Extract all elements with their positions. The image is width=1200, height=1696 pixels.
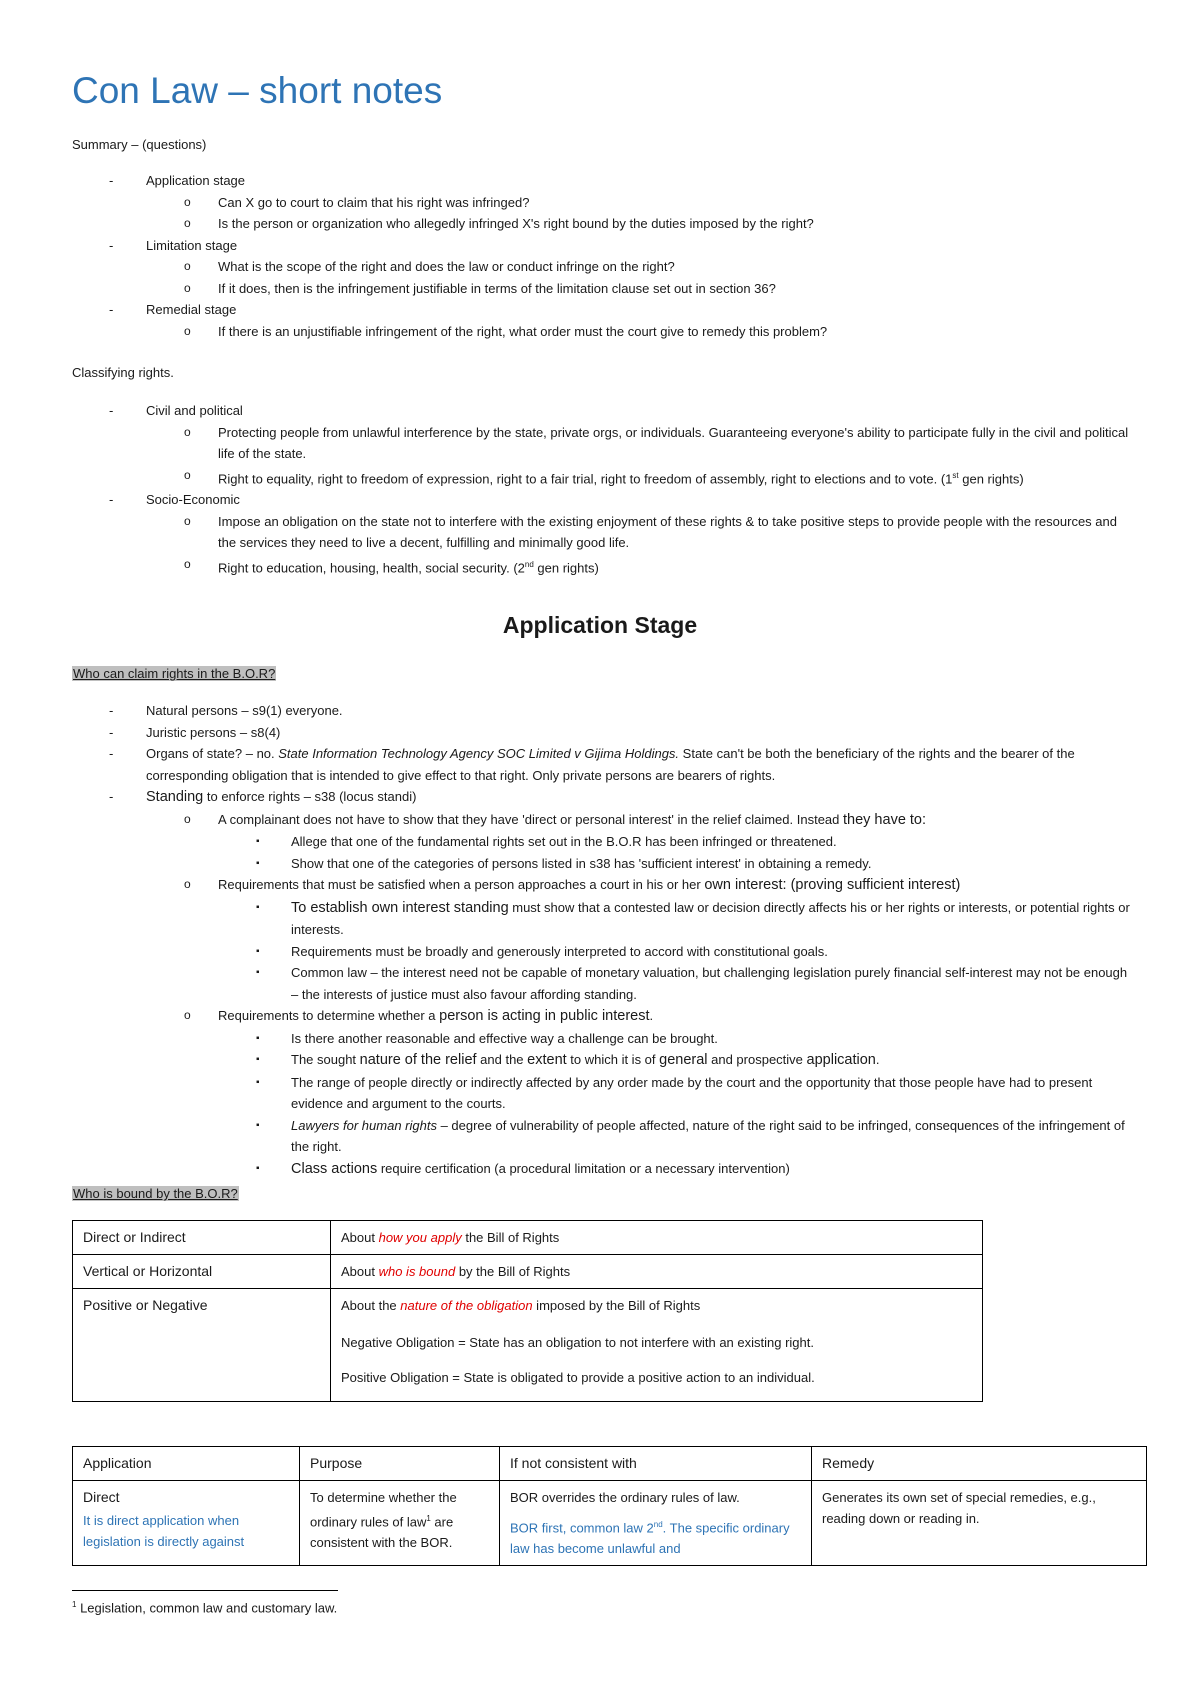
dash-bullet-icon: -	[109, 403, 114, 418]
table-cell: Generates its own set of special remedies, e.g., reading down or reading in.	[812, 1481, 1147, 1566]
square-bullet-icon: ▪	[256, 1076, 260, 1088]
list-item: ▪ To establish own interest standing must show that a contested law or decision directly affects his or her rights or interests, or potential rights or interests.	[72, 897, 1132, 941]
circle-bullet-icon: o	[184, 811, 191, 826]
table-row	[73, 1481, 1147, 1566]
dash-bullet-icon: -	[109, 724, 114, 740]
square-bullet-icon: ▪	[256, 1032, 260, 1044]
list-item: - Limitation stage	[72, 235, 1132, 257]
circle-bullet-icon: o	[184, 280, 191, 295]
table-row	[73, 1255, 983, 1289]
circle-bullet-icon: o	[184, 194, 191, 209]
list-item: o Right to education, housing, health, social security. (2nd gen rights)	[72, 554, 1132, 579]
square-bullet-icon: ▪	[256, 901, 260, 913]
circle-bullet-icon: o	[184, 323, 191, 338]
list-item: ▪ Lawyers for human rights – degree of vulnerability of people affected, nature of the right said to be infringed, consequences of the infringement of the right.	[72, 1115, 1132, 1158]
dash-bullet-icon: -	[109, 302, 114, 317]
circle-bullet-icon: o	[184, 877, 191, 891]
list-item: - Socio-Economic	[72, 489, 1132, 511]
classifying-heading: Classifying rights.	[72, 365, 174, 380]
square-bullet-icon: ▪	[256, 1119, 260, 1131]
square-bullet-icon: ▪	[256, 857, 260, 869]
page-title: Con Law – short notes	[72, 70, 443, 111]
list-item: o If there is an unjustifiable infringement of the right, what order must the court give to remedy this problem?	[72, 321, 1132, 343]
who-is-bound-heading: Who is bound by the B.O.R?	[73, 1186, 238, 1201]
application-table	[72, 1446, 1147, 1566]
list-item: ▪ The range of people directly or indirectly affected by any order made by the court and the opportunity that those people have had to present evidence and argument to the courts.	[72, 1072, 1132, 1115]
summary-heading: Summary – (questions)	[72, 137, 207, 152]
table-cell: About who is bound by the Bill of Rights	[331, 1255, 983, 1289]
dash-bullet-icon: -	[109, 237, 114, 253]
table-row	[73, 1221, 983, 1255]
table-header-cell: If not consistent with	[500, 1447, 812, 1481]
list-item: ▪ Common law – the interest need not be capable of monetary valuation, but challenging legislation purely financial self-interest may not be enough – the interests of justice must also favour affording standing.	[72, 962, 1132, 1005]
list-item: ▪ Show that one of the categories of persons listed in s38 has 'sufficient interest' in obtaining a remedy.	[72, 853, 1132, 875]
square-bullet-icon: ▪	[256, 1054, 260, 1065]
square-bullet-icon: ▪	[256, 967, 260, 978]
circle-bullet-icon: o	[184, 259, 191, 273]
summary-list	[72, 170, 1132, 342]
circle-bullet-icon: o	[184, 513, 191, 528]
dash-bullet-icon: -	[109, 789, 114, 804]
list-item: - Organs of state? – no. State Information Technology Agency SOC Limited v Gijima Holdings. State can't be both the beneficiary of the rights and the bearer of the corresponding obligation that is intended to give effect to that right. Only private persons are bearers of rights.	[72, 743, 1132, 786]
table-header-cell: Application	[73, 1447, 300, 1481]
list-item: o Requirements to determine whether a person is acting in public interest.	[72, 1005, 1132, 1028]
table-row	[73, 1289, 983, 1402]
list-item: o Can X go to court to claim that his right was infringed?	[72, 192, 1132, 214]
list-item: - Juristic persons – s8(4)	[72, 722, 1132, 744]
list-item: ▪ Allege that one of the fundamental rights set out in the B.O.R has been infringed or threatened.	[72, 831, 1132, 853]
table-header-cell: Purpose	[300, 1447, 500, 1481]
circle-bullet-icon: o	[184, 1008, 191, 1022]
table-cell: To determine whether the ordinary rules of law$^1$ are consistent with the BOR.	[300, 1481, 500, 1566]
application-stage-heading: Application Stage	[502, 612, 698, 638]
table-cell: BOR overrides the ordinary rules of law. BOR first, common law 2nd. The specific ordinary law has become unlawful and	[500, 1481, 812, 1566]
list-item: o Right to equality, right to freedom of expression, right to a fair trial, right to freedom of assembly, right to elections and to vote. (1st gen rights)	[72, 465, 1132, 490]
table-header-cell: Remedy	[812, 1447, 1147, 1481]
table-cell: Direct It is direct application when legislation is directly against	[73, 1481, 300, 1566]
list-item: o Requirements that must be satisfied when a person approaches a court in his or her own interest: (proving sufficient interest)	[72, 874, 1132, 897]
list-item: - Civil and political	[72, 400, 1132, 422]
list-item: o Impose an obligation on the state not to interfere with the existing enjoyment of these rights & to take positive steps to provide people with the resources and the services they need to live a decent, fulfilling and minimally good life.	[72, 511, 1132, 554]
who-can-claim-heading: Who can claim rights in the B.O.R?	[73, 666, 276, 681]
dash-bullet-icon: -	[109, 173, 114, 188]
square-bullet-icon: ▪	[256, 1162, 260, 1174]
list-item: ▪ Requirements must be broadly and generously interpreted to accord with constitutional goals.	[72, 941, 1132, 963]
circle-bullet-icon: o	[184, 216, 191, 230]
list-item: - Remedial stage	[72, 299, 1132, 321]
circle-bullet-icon: o	[184, 556, 191, 571]
list-item: o Protecting people from unlawful interference by the state, private orgs, or individuals. Guaranteeing everyone's ability to participate fully in the civil and political life of the state.	[72, 422, 1132, 465]
table-cell: About the nature of the obligation imposed by the Bill of Rights Negative Obligation = State has an obligation to not interfere with an existing right. Positive Obligation = State is obligated to provide a positive action to an individual.	[331, 1289, 983, 1402]
list-item: - Application stage	[72, 170, 1132, 192]
bound-table	[72, 1220, 983, 1402]
list-item: o A complainant does not have to show that they have 'direct or personal interest' in the relief claimed. Instead they have to:	[72, 809, 1132, 832]
dash-bullet-icon: -	[109, 746, 114, 761]
list-item: ▪ Is there another reasonable and effective way a challenge can be brought.	[72, 1028, 1132, 1050]
circle-bullet-icon: o	[184, 424, 191, 439]
list-item: ▪ Class actions require certification (a procedural limitation or a necessary intervention)	[72, 1158, 1132, 1181]
list-item: o Is the person or organization who allegedly infringed X's right bound by the duties imposed by the right?	[72, 213, 1132, 235]
dash-bullet-icon: -	[109, 492, 114, 508]
who-can-claim-list	[72, 700, 1132, 1180]
list-item: o What is the scope of the right and does the law or conduct infringe on the right?	[72, 256, 1132, 278]
table-cell: Positive or Negative	[73, 1289, 331, 1402]
footnote-divider	[72, 1590, 338, 1591]
table-cell: Direct or Indirect	[73, 1221, 331, 1255]
table-cell: Vertical or Horizontal	[73, 1255, 331, 1289]
square-bullet-icon: ▪	[256, 836, 260, 847]
circle-bullet-icon: o	[184, 467, 191, 482]
table-row	[73, 1447, 1147, 1481]
footnote: $^1$ Legislation, common law and customary law.	[72, 1600, 338, 1616]
classifying-list	[72, 400, 1132, 579]
square-bullet-icon: ▪	[256, 945, 260, 957]
list-item: - Natural persons – s9(1) everyone.	[72, 700, 1132, 722]
list-item: o If it does, then is the infringement justifiable in terms of the limitation clause set out in section 36?	[72, 278, 1132, 300]
dash-bullet-icon: -	[109, 703, 114, 718]
list-item: - Standing to enforce rights – s38 (locus standi)	[72, 786, 1132, 809]
table-cell: About how you apply the Bill of Rights	[331, 1221, 983, 1255]
list-item: ▪ The sought nature of the relief and the extent to which it is of general and prospective application.	[72, 1049, 1132, 1072]
